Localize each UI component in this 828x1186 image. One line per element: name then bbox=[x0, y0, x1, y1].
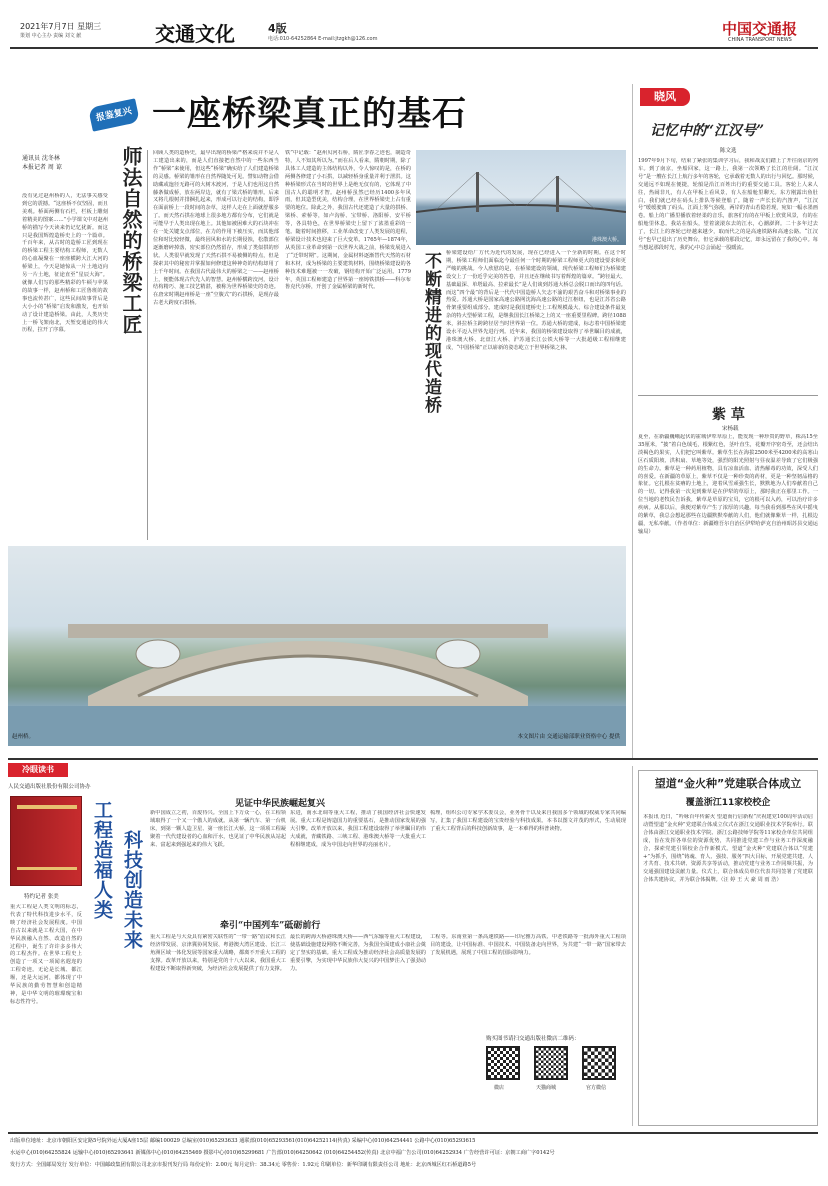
byline-box bbox=[22, 154, 104, 186]
book-publisher: 人民交通出版社股份有限公司协办 bbox=[8, 784, 91, 790]
paper-name-en: CHINA TRANSPORT NEWS bbox=[728, 37, 792, 43]
news-body: 本报讯 近日，“吟咏百年传薪火 望道而行启新程”庆祝建党100周年活动启动暨望道“金火种”党建联合体成立仪式在浙江交通职业技术学院举行。联合体由浙江交通职业技术学院、浙江公路技师学院等11家校企单位共同组成，旨在发挥各单位的资源优势，共同推进党建工作与业务工作深度融合，探索党建引领校企合作新模式。望道“金火种”党建联合体以“党建+”为抓手，围绕“铸魂、育人、强技、服务”四大目标，开展党建共建、人才共育、技术共研、资源共享等活动，推动党建与业务工作同频共振，为交通强国建设贡献力量。仪式上，联合体成员单位代表共同签署了党建联合体共建协议，并为联合体揭牌。（汪 婷 王 大 豪 周 雨 浩） bbox=[643, 814, 813, 884]
zhaozhou-bridge-photo bbox=[8, 546, 626, 746]
section1-col-a: 新中国成立之初，百废待兴。全国上下万众一心，在工程领域取得了一个又一个傲人的成就。从第一辆汽车、第一台机床，到第一颗人造卫星、第一座长江大桥，这一项项工程凝聚着一代代建设者的心血和汗水，也见证了中华民族从站起来、富起来到强起来的伟大飞跃。 bbox=[150, 810, 286, 848]
page-editors: 策划 中心主办 责编 刘文 献 bbox=[20, 33, 82, 39]
qr-label-1: 微店 bbox=[494, 1085, 505, 1091]
essay1-byline: 陈文选 bbox=[720, 148, 737, 154]
news-subtitle: 覆盖浙江11家校校企 bbox=[685, 798, 771, 808]
zhaozhou-caption: 赵州桥。 bbox=[12, 734, 35, 740]
hkzm-photo-caption: 港珠澳大桥。 bbox=[591, 237, 622, 243]
section2-title: 牵引“中国列车”砥砺前行 bbox=[220, 921, 321, 931]
lead-col1: 没有见过赵州桥的人，无法事关感受到它的震撼。“这座桥不仅坚固，而且美观。桥面两侧有石栏，栏板上雕刻着精美的图案……”小学课文中对赵州桥的描写今天读来仍记忆犹新。而这只是我国辉煌造桥史上的一个篇章。千百年来，从古时的造桥工匠到现在的桥梁工程主要结构工程师，无数人的心血凝聚在一座座横跨大江大河的桥梁上，今天是她惊从一片土地迈向另一片土地，征途直至“星辰大海”。就像人们写的那些精彩的牛顿与苹果的故事一样，赵州桥和工匠鲁班的故事也流传甚广，这些民间故事背后是大小小的“桥梁”启发和激发，也开始动了设计建造桥梁。由此，人类历史上一桥飞架南北，天堑变通途的伟大历程，拉开了序幕。 bbox=[22, 193, 108, 334]
footer-line3: 发行方式：全国邮局发行 发行单位：中国邮政集团有限公司北京市报刊发行局 每份定价：2.00元 每月定价：38.34元 零售价：1.92元 印刷单位：新华印刷有限责任公司 地址：北京西城区红石桥道路5号 bbox=[10, 1162, 477, 1168]
section1-title: 见证中华民族崛起复兴 bbox=[235, 799, 326, 809]
photo-credit: 本文图片由 交通运输部职业资格中心 提供 bbox=[517, 734, 620, 740]
book-cover-image bbox=[10, 796, 82, 886]
qr-code-2[interactable] bbox=[534, 1046, 568, 1080]
revival-badge bbox=[88, 98, 140, 131]
book-vtitle-right: 科技创造未来 bbox=[121, 830, 143, 950]
xiaofeng-text: 晓风 bbox=[654, 90, 676, 103]
section2-col-a: 重大工程是与大众具有紧密关联性的“一带一路”倡议和长江经济带发展、京津冀协同发展、粤港澳大湾区建设、长江三角洲区域一体化发展等国家重大战略，都离不开重大工程的支撑。改革开放以来，特别是党的十八大以来，我国重大工程建设不断取得新突破，为经济社会发展提供了有力支撑。 bbox=[150, 934, 286, 972]
stone-arch-illustration bbox=[8, 546, 626, 746]
section1-col-b: 东进，南水北调等重大工程，推动了我国经济社会快速发展。重大工程是铸造国力的重要基石，是推动国家发展的强大引擎。改革开放以来，我国工程建设取得了举世瞩目的伟大成就，青藏铁路、三峡工程、港珠澳大桥等一大批重大工程相继建成，成为中国走向世界的亮丽名片。 bbox=[290, 810, 426, 848]
qr-label-2: 天猫商城 bbox=[536, 1085, 557, 1091]
news-title: 望道“金火种”党建联合体成立 bbox=[654, 777, 802, 790]
section2-col-b: 最长的跨海大桥港珠澳大桥——西气东输等重大工程建设，使基础设施建设网络不断完善，为我国全面建成小康社会奠定了坚实的基础。重大工程成为推动经济社会高质量发展的重要引擎，为实现中华民族伟大复兴的中国梦注入了强劲动力。 bbox=[290, 934, 426, 972]
header-rule bbox=[10, 47, 818, 49]
book-section-text: 冷眼读书 bbox=[22, 765, 54, 774]
lead-headline: 一座桥梁真正的基石 bbox=[152, 94, 467, 134]
lead-col4: 桥梁建设给厂方代为近代的发展，现在已经进入一个全新的时期。在这个时期，桥梁工程师们面临迄今最任何一个时期的桥梁工程师更大的建设要求和更严峻的挑战。今人欣慰的是，在桥梁建设的领域，现代桥梁工程师们为桥梁建设交上了一份近乎完美的答卷，并且还在继续书写着辉煌的篇章。“跨径最大、基础最深、单塔最高、拉索最长”是人们谈到苏通大桥总会脱口而出的四句话。而这“四个最”的背后是一代代中国造桥人矢志不渝的艰苦奋斗和对桥梁事业的热爱。苏通大桥是国家高速公路网沈海高速公路的过江枢纽，也是江苏省公路骨架重要组成部分。建成时是我国建桥史上工程规模最大、综合建设条件最复杂的特大型桥梁工程，是继我国长江桥梁之上的又一座重要里程碑。跨径1088米，斜拉桥主跨跨径居当时世界第一位。苏通大桥的建成，标志着中国桥梁建设水平迈入世界先进行列。近年来，我国的桥梁建设取得了举世瞩目的成就，港珠澳大桥、北盘江大桥、沪苏通长江公铁大桥等一大批超级工程相继建成，“中国桥梁”正以崭新的姿态屹立于世界桥梁之林。 bbox=[446, 250, 626, 351]
qr-code-3[interactable] bbox=[582, 1046, 616, 1080]
book-vtitle-left: 工程造福人类 bbox=[91, 800, 113, 920]
qr-label-3: 官方微信 bbox=[586, 1085, 607, 1091]
book-section-label bbox=[8, 763, 68, 777]
byline: 通讯员 沈冬林 本报记者 周 谅 bbox=[22, 155, 62, 171]
lead-col2: 回顾人类的造桥史，最早出现的桥梁严格来说并不是人工建造出来的，而是人们直接把自然中的一些东西当作“桥梁”来使用，但这些“桥梁”确实给了人们建造桥梁的灵感。桥梁的雏形在自然界随处可见。譬如动物会借助藏或迤径无路可的大树木渡河，于是人们也用这自然藤条做成桥，放在两岸边，就有了梁式桥的雏形。后来又将几根树并排捆扎起来，形成可以行走的结构，即浮在面前桥上一段时间的杂草，这样人走在上面就舒服多了。而天然石拱在地球上很多地方都有分布，它们就是可能早于人类出现在地上。其他如被困难大的石块冲在在一处关键支点部位，在力的作用下被压实，而其他部位和时比较轻微，最终因风和水的长期侵蚀，松散部位逐渐磨碎掉落，密实部位仍然留存，形成了类似拱的形状。人类很早就发现了天然石拱不易被侧的特点，但是探索其中的秘密并掌握如何修建这种神奇的结构却用了上千年时间。在我国古代最伟大的桥梁之一——赵州桥上，便能体现古代先人的智慧。赵州桥横跨洨河，设计结构精巧、施工技艺精湛，被称为世界桥梁史的奇迹。在唐宋时期赵州桥是一座“空腹式”的石拱桥，是现存最古老大跨度石拱桥。 bbox=[153, 150, 279, 307]
footer-line1: 出版单位地址：北京市朝阳区安定路5号院外运大厦A座15层 邮编100029 总编室(010)65293633 通联部(010)65293561(010)64252114(传真) 采编中心(010)64254441 公路中心(010)65293615 bbox=[10, 1138, 476, 1144]
section1-col-c: 梳理，组织公司专家学术委员会，业务骨干以及来自我国多个领域的权威专家共同编写，汇集了我国工程建设的宝贵经验与科技成果。本书以图文并茂的形式，生动展现了重大工程背后的科技创新故事，是一本难得的科普读物。 bbox=[430, 810, 626, 832]
essay1-title: 记忆中的“江汉号” bbox=[650, 123, 765, 139]
essay2-title: 紫 草 bbox=[712, 407, 745, 423]
book-byline: 特约记者 张美 bbox=[24, 894, 59, 900]
contact-info: 电话:010-64252864 E-mail:jtzgkh@126.com bbox=[268, 36, 378, 42]
masthead bbox=[10, 18, 818, 44]
section-title: 交通文化 bbox=[155, 22, 235, 46]
xiaofeng-label bbox=[640, 88, 690, 106]
essay2-body: 夏至，在新疆巍峨起伏的霍城伊犁草原上，能发现一种珍贵的野草，株高15至35厘米，“披”着白色绒毛，根紫红色，茎叶直生，花瓣开序密奇至，还会结出淡褐色的果实，人们把它叫紫草。紫草生长在海拔2500米至4200米的高寒山区石质阳坡、洪积扇、草地等处，强烈的阳光照射与昼夜温差导致了它们极强的生命力。紫草是一种药用植物，具有凉血活血、清热解毒的功效，深受人们的喜爱。在新疆的草原上，紫草不仅是一种珍贵的药材，更是一种坚韧品格的象征。它扎根在贫瘠的土地上，迎着风雪顽强生长，默默地为人们奉献着自己的一切。记得我第一次见到紫草是在伊犁的草原上，那时我正在那里工作。一位当地的老牧民告诉我，紫草是草原的宝贝，它的根可以入药，可以治疗许多疾病。从那以后，我便对紫草产生了浓厚的兴趣。每当我看到那些在风中摇曳的紫草，我总会想起那些在边疆默默奉献的人们，他们就像紫草一样，扎根边疆，无私奉献。（作者单位：新疆维吾尔自治区伊犁哈萨克自治州昭苏县交通运输局） bbox=[638, 434, 818, 535]
essay2-byline: 宋杨载 bbox=[722, 426, 739, 432]
qr-caption: 购买图书请扫交通出版社微店二维码： bbox=[486, 1036, 580, 1042]
section2-col-c: 工程等。东南亚第一条高速铁路——印尼雅万高铁、中老铁路等一批海外重大工程项目的建设，让中国标准、中国技术、中国装备走向世界，为共建“一带一路”国家带去了发展机遇，展现了中国工程的国际影响力。 bbox=[430, 934, 626, 956]
lead-subhead: 不断精进的现代造桥 bbox=[421, 252, 441, 414]
lead-col3: 铁”中记载：“赵州贝河石桥，隋匠李春之迹也，制造奇特，人不知其所以为。”而在后人看来，隋朝时期，除了具体工人建造的主体结构以外，令人惊叹的是，在桥的两侧各修建了小石拱，以减轻桥身重量并利于泄洪。这种桥梁形式在当时的世界上是绝无仅有的，它体现了中国古人的聪明才智。赵州桥虽然已经历1400多年风雨，但其造型优美，结构合理，在世界桥梁史上占有重要的地位。除此之外，我国古代还建造了大量的拱桥、梁桥、索桥等，如卢沟桥、宝带桥、洛阳桥、安平桥等，各具特色，在世界桥梁史上留下了浓墨重彩的一笔。随着时间推移，工业革命改变了人类发展的进程，桥梁设计技术也迎来了巨大变革。1765年—1874年，从英国工业革命到第一次世界大战之前，桥梁发展进入了“迁带时期”。这期间，金属材料逐渐替代天然的石材和木材，成为桥梁的主要建筑材料，围绕桥梁建设的各种技术难题被一一攻破，钢结构开始广泛运用。1779年，英国工程师建造了世界第一座铸铁拱桥——科尔布鲁克代尔桥，开创了金属桥梁的新时代。 bbox=[285, 150, 411, 291]
hkzm-bridge-photo bbox=[416, 150, 626, 245]
lead-vertical-title: 师法自然的桥梁工匠 bbox=[119, 146, 143, 335]
issue-date: 2021年7月7日 星期三 bbox=[20, 22, 102, 31]
badge-text: 报鉴复兴 bbox=[95, 106, 133, 124]
footer-line2: 水运中心(010)64255824 运输中心(010)65293641 新媒体中心(010)64255469 摄影中心(010)65299681 广告部(010)64250642 (010)64254452(传真) 北京中福广告公司(010)64252934 广告经营许可证：京朝工商广字0142号 bbox=[10, 1150, 555, 1156]
qr-code-1[interactable] bbox=[486, 1046, 520, 1080]
news-box bbox=[638, 770, 818, 1126]
bridge-illustration bbox=[416, 150, 626, 245]
paper-name: 中国交通报 bbox=[722, 20, 798, 38]
book-col-left: 重大工程是人类文明的标志，代表了特代科技进步水平，反映了经济社会发展程度。中国自古以来就是工程大国，在中华民族融入自然、改造自然的过程中，诞生了许许多多伟大的工程杰作。在世界工程史上创造了一项又一项闻名遐迩的工程奇迹。无论是长城、都江堰，还是大运河，都体现了中华民族的勤劳智慧和创造精神，是中华文明的璀璨瑰宝和标志性符号。 bbox=[10, 904, 82, 1005]
page-number: 4版 bbox=[268, 22, 287, 35]
essay1-body: 1997年9月下旬，结束了紧张的集训学习后，我和战友们踏上了开往南京的列车。到了南京，坐船回家，这一路上，我第一次领略了长江的壮阔。“江汉号”是一艘在长江上航行多年的客轮，它承载着无数人的出行与回忆。那时候，交通远不如现在便捷，轮船是沿江百姓出行的重要交通工具。客轮上人来人往，热闹非凡，有人在甲板上看风景，有人在船舱里聊天。东方刚露出鱼肚白，我们就已经在码头上排队等候登船了。随着一声长长的汽笛声，“江汉号”缓缓驶离了码头。江面上雾气弥漫，两岸的青山若隐若现，宛如一幅水墨画卷。船上的广播里播放着轻柔的音乐，旅客们有的在甲板上欣赏风景，有的在船舱里休息。我站在船头，望着滚滚东去的江水，心潮澎湃。二十多年过去了，长江上的客轮已经越来越少，取而代之的是高速铁路和高速公路。“江汉号”也早已退出了历史舞台，但它承载的那段记忆，却永远留在了我的心中。每当想起那段时光，我的心中总会涌起一股暖流。 bbox=[638, 158, 818, 251]
